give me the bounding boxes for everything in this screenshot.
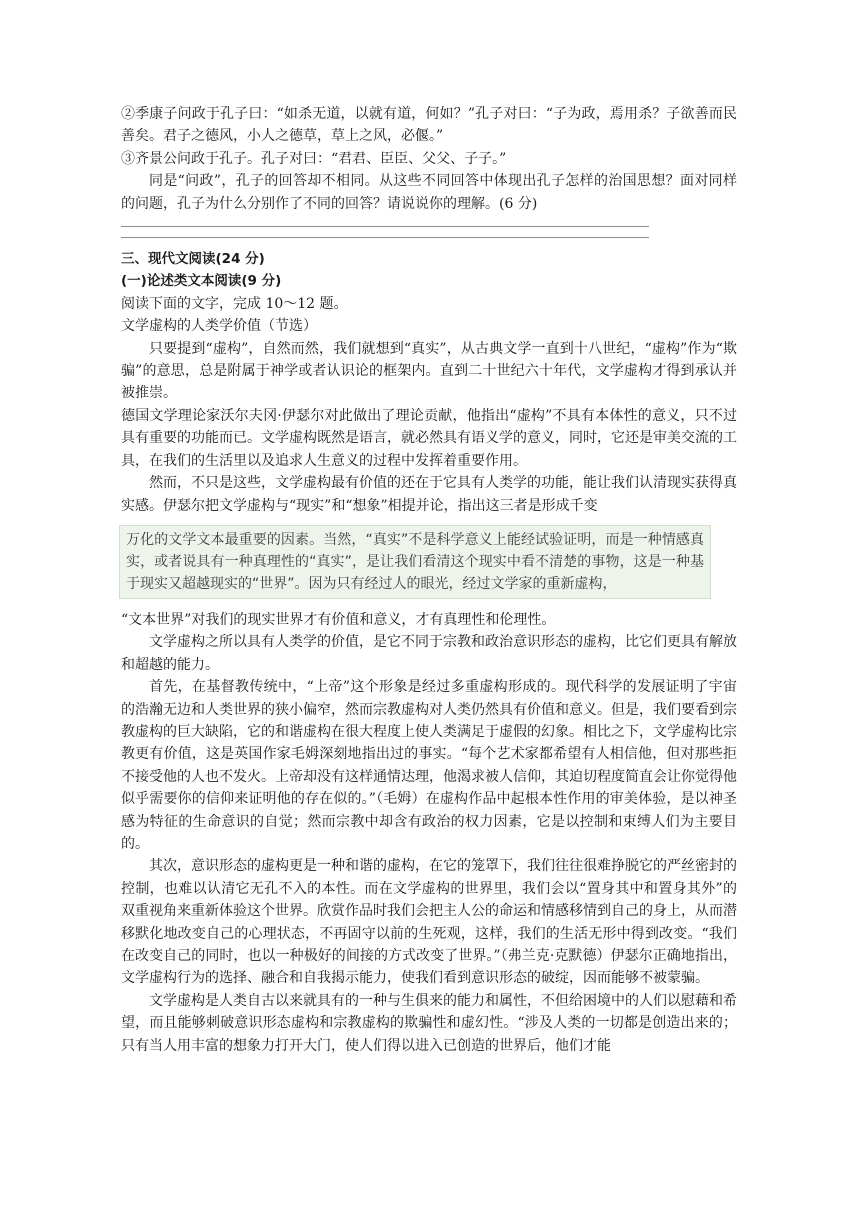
article-paragraph-6: 首先，在基督教传统中，“上帝”这个形象是经过多重虚构形成的。现代科学的发展证明了宇宙的浩瀚无边和人类世界的狭小偏窄，然而宗教虚构对人类仍然具有价值和意义。但是，我们要看到宗教虚构的巨大缺陷，它的和谐虚构在很大程度上使人类满足于虚假的幻象。相比之下，文学虚构比宗教更有价值，这是英国作家毛姆深刻地指出过的事实。“每个艺术家都希望有人相信他，但对那些拒不接受他的人也不发火。上帝却没有这样通情达理，他渴求被人信仰，其迫切程度简直会让你觉得他似乎需要你的信仰来证明他的存在似的。”（毛姆）在虚构作品中起根本性作用的审美体验，是以神圣感为特征的生命意识的自觉；然而宗教中却含有政治的权力因素，它是以控制和束缚人们为主要目的。 [121,679,737,852]
article-paragraph-2: 德国文学理论家沃尔夫冈·伊瑟尔对此做出了理论贡献，他指出“虚构”不具有本体性的意义，只不过具有重要的功能而已。文学虚构既然是语言，就必然具有语义学的意义，同时，它还是审美交流的工具，在我们的生活里以及追求人生意义的过程中发挥着重要作用。 [121,407,737,469]
answer-line-2 [121,237,649,238]
article-paragraph-3: 然而，不只是这些，文学虚构最有价值的还在于它具有人类学的功能，能让我们认清现实获得真实感。伊瑟尔把文学虚构与“现实”和“想象”相提并论，指出这三者是形成千变 [121,475,737,514]
section-heading: 三、现代文阅读(24 分) [121,251,265,268]
article-paragraph-8: 文学虚构是人类自古以来就具有的一种与生俱来的能力和属性，不但给困境中的人们以慰藉和希望，而且能够刺破意识形态虚构和宗教虚构的欺骗性和虚幻性。“涉及人类的一切都是创造出来的；只有当人用丰富的想象力打开大门，使人们得以进入已创造的世界后，他们才能 [121,992,737,1054]
q9-item-2: ②季康子问政于孔子曰：“如杀无道，以就有道，何如？”孔子对曰：“子为政，焉用杀？子欲善而民善矣。君子之德风，小人之德草，草上之风，必偃。” [121,106,737,145]
article-title: 文学虚构的人类学价值（节选） [121,318,317,335]
q9-item-3: ③齐景公问政于孔子。孔子对曰：“君君、臣臣、父父、子子。” [121,150,507,167]
q9-question: 同是“问政”，孔子的回答却不相同。从这些不同回答中体现出孔子怎样的治国思想？面对同样的问题，孔子为什么分别作了不同的回答？请说说你的理解。(6 分) [121,173,737,212]
page-content [121,103,737,1057]
reading-instruction: 阅读下面的文字，完成 10～12 题。 [121,295,348,312]
section-subheading: (一)论述类文本阅读(9 分) [121,273,282,290]
answer-line-1 [121,226,649,227]
scanned-text: 万化的文学文本最重要的因素。当然，“真实”不是科学意义上能经试验证明，而是一种情感真实，或者说具有一种真理性的“真实”，是让我们看清这个现实中看不清楚的事物，这是一种基于现实又超越现实的“世界”。因为只有经过人的眼光，经过文学家的重新虚构， [126,531,704,592]
scanned-text-block [119,525,711,599]
article-paragraph-4: “文本世界”对我们的现实世界才有价值和意义，才有真理性和伦理性。 [121,611,556,628]
article-paragraph-7: 其次，意识形态的虚构更是一种和谐的虚构，在它的笼罩下，我们往往很难挣脱它的严丝密封的控制，也难以认清它无孔不入的本性。而在文学虚构的世界里，我们会以“置身其中和置身其外”的双重视角来重新体验这个世界。欣赏作品时我们会把主人公的命运和情感移情到自己的身上，从而潜移默化地改变自己的心理状态，不再固守以前的生死观，这样，我们的生活无形中得到改变。“我们在改变自己的同时，也以一种极好的间接的方式改变了世界。”（弗兰克·克默德）伊瑟尔正确地指出，文学虚构行为的选择、融合和自我揭示能力，使我们看到意识形态的破绽，因而能够不被蒙骗。 [121,858,737,987]
article-paragraph-1: 只要提到“虚构”，自然而然，我们就想到“真实”，从古典文学一直到十八世纪，“虚构”作为“欺骗”的意思，总是附属于神学或者认识论的框架内。直到二十世纪六十年代，文学虚构才得到承认并被推崇。 [121,340,737,402]
article-paragraph-5: 文学虚构之所以具有人类学的价值，是它不同于宗教和政治意识形态的虚构，比它们更具有解放和超越的能力。 [121,634,737,673]
